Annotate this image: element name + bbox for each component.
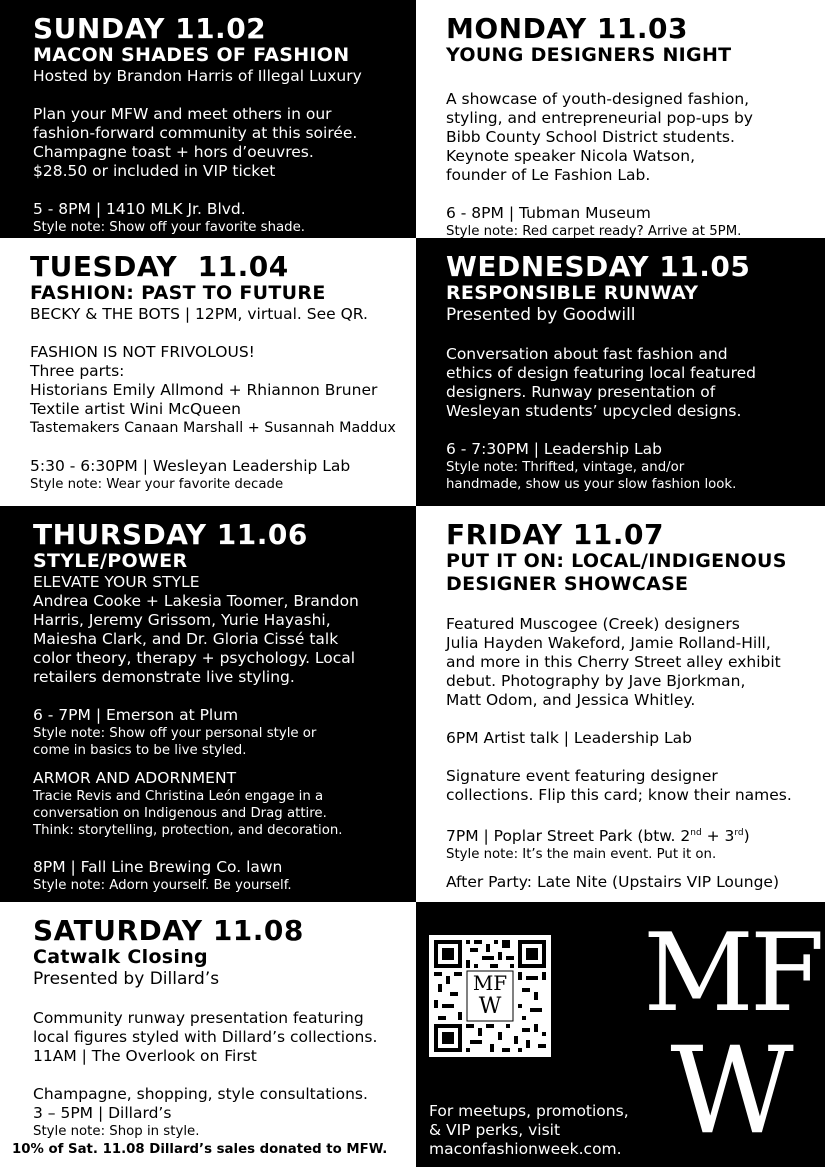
wednesday-desc-1: Conversation about fast fashion and — [446, 345, 728, 363]
monday-day: MONDAY 11.03 — [446, 12, 688, 45]
thursday-style-note-1b: come in basics to be live styled. — [33, 743, 247, 758]
friday-time — [446, 824, 815, 846]
tuesday-desc-4: Textile artist Wini McQueen — [30, 400, 241, 418]
wednesday-title: RESPONSIBLE RUNWAY — [446, 282, 699, 304]
promo-website-link[interactable]: maconfashionweek.com. — [429, 1140, 622, 1158]
friday-time-sup-2: rd — [734, 828, 744, 838]
thursday-desc2-3: Think: storytelling, protection, and decoration. — [33, 823, 343, 838]
friday-style-note: Style note: It’s the main event. Put it on. — [446, 847, 717, 863]
monday-style-note: Style note: Red carpet ready? Arrive at 5PM. — [446, 224, 742, 238]
wednesday-block — [416, 238, 825, 506]
saturday-time: 3 – 5PM | Dillard’s — [33, 1104, 172, 1122]
monday-desc-4: Keynote speaker Nicola Watson, — [446, 147, 696, 165]
wednesday-day: WEDNESDAY 11.05 — [446, 250, 751, 283]
friday-time-part-1: 7PM | Poplar Street Park (btw. 2 — [446, 827, 691, 846]
tuesday-desc-5: Tastemakers Canaan Marshall + Susannah Maddux — [30, 420, 396, 436]
thursday-desc1-5: retailers demonstrate live styling. — [33, 668, 295, 686]
wednesday-desc-4: Wesleyan students’ upcycled designs. — [446, 402, 742, 420]
friday-time-part-2: + 3 — [701, 827, 735, 846]
sunday-time: 5 - 8PM | 1410 MLK Jr. Blvd. — [33, 200, 246, 218]
sunday-day: SUNDAY 11.02 — [33, 12, 267, 45]
thursday-desc1-4: color theory, therapy + psychology. Local — [33, 649, 356, 667]
friday-time-part-3: ) — [743, 827, 750, 846]
thursday-desc1-2: Harris, Jeremy Grissom, Yurie Hayashi, — [33, 611, 331, 629]
qr-logo-bottom: W — [478, 994, 502, 1019]
promo-text-2: & VIP perks, visit — [429, 1121, 561, 1139]
promo-block — [416, 902, 825, 1167]
friday-title-2: DESIGNER SHOWCASE — [446, 573, 689, 595]
tuesday-host: BECKY & THE BOTS | 12PM, virtual. See QR. — [30, 305, 368, 323]
tuesday-day: TUESDAY 11.04 — [30, 250, 289, 283]
thursday-title: STYLE/POWER — [33, 550, 188, 572]
friday-artist-talk: 6PM Artist talk | Leadership Lab — [446, 729, 692, 747]
monday-time: 6 - 8PM | Tubman Museum — [446, 204, 651, 222]
saturday-donation-footer: 10% of Sat. 11.08 Dillard’s sales donated to MFW. — [12, 1142, 388, 1157]
wednesday-desc-2: ethics of design featuring local featured — [446, 364, 756, 382]
tuesday-block — [0, 238, 416, 506]
tuesday-desc-2: Three parts: — [30, 362, 125, 380]
friday-title-1: PUT IT ON: LOCAL/INDIGENOUS — [446, 550, 787, 572]
wednesday-style-note-2: handmade, show us your slow fashion look. — [446, 477, 737, 492]
thursday-time-1: 6 - 7PM | Emerson at Plum — [33, 706, 239, 724]
thursday-block — [0, 506, 416, 902]
monday-block — [416, 0, 825, 238]
tuesday-title: FASHION: PAST TO FUTURE — [30, 282, 326, 304]
mfw-logo-top: MF — [643, 911, 821, 1036]
friday-signature-2: collections. Flip this card; know their names. — [446, 786, 792, 804]
friday-after-party: After Party: Late Nite (Upstairs VIP Lounge) — [446, 873, 779, 892]
tuesday-desc-1: FASHION IS NOT FRIVOLOUS! — [30, 343, 255, 361]
thursday-desc2-2: conversation on Indigenous and Drag attire. — [33, 806, 327, 821]
sunday-desc-3: Champagne toast + hors d’oeuvres. — [33, 143, 314, 161]
wednesday-style-note-1: Style note: Thrifted, vintage, and/or — [446, 460, 685, 475]
saturday-desc-4: Champagne, shopping, style consultations. — [33, 1085, 368, 1103]
sunday-host: Hosted by Brandon Harris of Illegal Luxury — [33, 67, 362, 85]
monday-title: YOUNG DESIGNERS NIGHT — [446, 44, 732, 66]
sunday-desc-1: Plan your MFW and meet others in our — [33, 105, 332, 123]
thursday-day: THURSDAY 11.06 — [33, 518, 308, 551]
tuesday-desc-3: Historians Emily Allmond + Rhiannon Bruner — [30, 381, 378, 399]
saturday-block — [0, 902, 416, 1167]
friday-block — [416, 506, 825, 902]
sunday-style-note: Style note: Show off your favorite shade. — [33, 220, 306, 235]
friday-desc-1: Featured Muscogee (Creek) designers — [446, 615, 740, 633]
friday-desc-5: Matt Odom, and Jessica Whitley. — [446, 691, 696, 709]
qr-code[interactable] — [429, 935, 551, 1057]
promo-text — [429, 1102, 629, 1159]
wednesday-desc-3: designers. Runway presentation of — [446, 383, 716, 401]
qr-logo-top: MF — [472, 971, 508, 995]
saturday-day: SATURDAY 11.08 — [33, 914, 304, 947]
friday-desc-3: and more in this Cherry Street alley exhibit — [446, 653, 781, 671]
thursday-desc1-1: Andrea Cooke + Lakesia Toomer, Brandon — [33, 592, 359, 610]
thursday-desc2-1: Tracie Revis and Christina León engage in a — [33, 789, 324, 804]
monday-desc-3: Bibb County School District students. — [446, 128, 735, 146]
tuesday-time: 5:30 - 6:30PM | Wesleyan Leadership Lab — [30, 457, 351, 475]
thursday-section-2: ARMOR AND ADORNMENT — [33, 769, 237, 787]
saturday-host: Presented by Dillard’s — [33, 969, 220, 989]
saturday-desc-2: local figures styled with Dillard’s collections. — [33, 1028, 378, 1046]
friday-desc-2: Julia Hayden Wakeford, Jamie Rolland-Hill, — [446, 634, 771, 652]
tuesday-style-note: Style note: Wear your favorite decade — [30, 477, 284, 492]
saturday-style-note: Style note: Shop in style. — [33, 1124, 200, 1139]
thursday-style-note-2: Style note: Adorn yourself. Be yourself. — [33, 878, 292, 893]
wednesday-time: 6 - 7:30PM | Leadership Lab — [446, 440, 663, 458]
sunday-desc-4: $28.50 or included in VIP ticket — [33, 162, 276, 180]
thursday-style-note-1a: Style note: Show off your personal style or — [33, 726, 317, 741]
saturday-desc-1: Community runway presentation featuring — [33, 1009, 364, 1027]
promo-text-1: For meetups, promotions, — [429, 1102, 629, 1120]
sunday-desc-2: fashion-forward community at this soirée. — [33, 124, 358, 142]
thursday-time-2: 8PM | Fall Line Brewing Co. lawn — [33, 858, 283, 876]
monday-desc-2: styling, and entrepreneurial pop-ups by — [446, 109, 753, 127]
thursday-section-1: ELEVATE YOUR STYLE — [33, 573, 200, 591]
friday-time-sup-1: nd — [690, 828, 702, 838]
saturday-desc-3: 11AM | The Overlook on First — [33, 1047, 257, 1065]
monday-desc-1: A showcase of youth-designed fashion, — [446, 90, 750, 108]
saturday-title: Catwalk Closing — [33, 946, 208, 968]
wednesday-host: Presented by Goodwill — [446, 305, 636, 325]
friday-day: FRIDAY 11.07 — [446, 518, 664, 551]
friday-desc-4: debut. Photography by Jave Bjorkman, — [446, 672, 746, 690]
thursday-desc1-3: Maiesha Clark, and Dr. Gloria Cissé talk — [33, 630, 339, 648]
friday-signature-1: Signature event featuring designer — [446, 767, 718, 785]
sunday-block — [0, 0, 416, 238]
sunday-title: MACON SHADES OF FASHION — [33, 44, 350, 66]
monday-desc-5: founder of Le Fashion Lab. — [446, 166, 651, 184]
mfw-logo-bottom: W — [670, 1022, 794, 1161]
